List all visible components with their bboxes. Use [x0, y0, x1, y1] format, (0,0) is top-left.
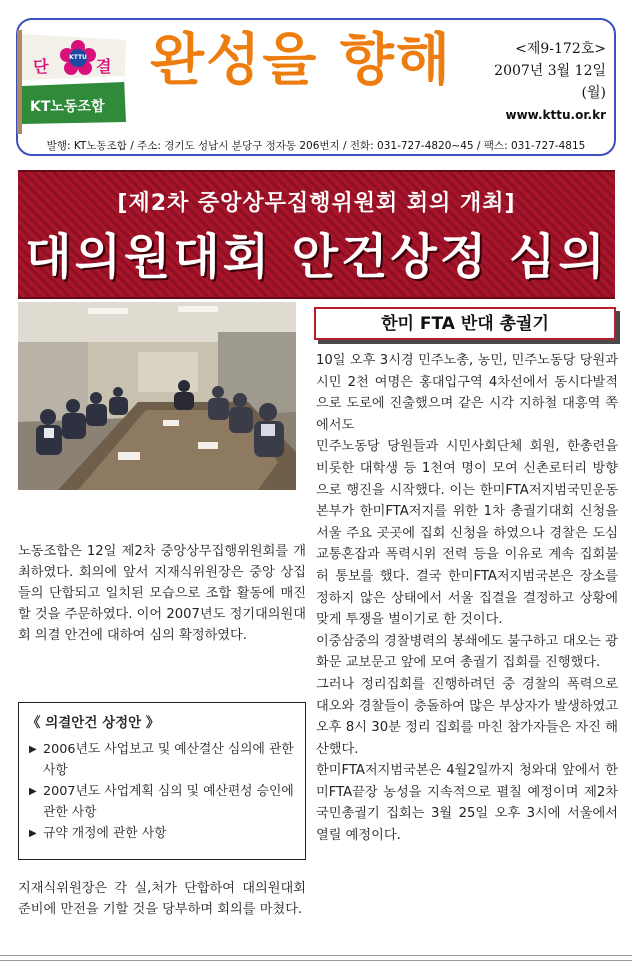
flag-text-left: 단 [33, 57, 49, 76]
issue-number: <제9-172호> [515, 41, 606, 57]
agenda-list [27, 739, 297, 844]
publisher-info: 발행: KT노동조합 / 주소: 경기도 성남시 분당구 정자동 206번지 / 전화: 031-727-4820~45 / 팩스: 031-727-4815 [46, 140, 586, 152]
article-paragraph: 한미FTA저지범국본은 4월2일까지 청와대 앞에서 한미FTA끝장 농성을 지속적으로 펼칠 예정이며 제2차 국민총궐기 집회는 3월 25일 오후 3시에 서울에서 열릴 예정이다. [316, 763, 618, 844]
website-link[interactable]: www.kttu.or.kr [505, 108, 606, 122]
triangle-bullet-icon: ▶ [29, 828, 37, 839]
banner-headline: 대의원대회 안건상정 심의 [25, 229, 608, 285]
issue-date: 2007년 3월 12일(월) [494, 63, 606, 101]
flag-logo-label: KTTU [69, 54, 87, 61]
triangle-bullet-icon: ▶ [29, 786, 37, 797]
meeting-photo [18, 302, 296, 490]
footer-rule [0, 955, 632, 961]
triangle-bullet-icon: ▶ [29, 744, 37, 755]
article-paragraph: 그러나 정리집회를 진행하려던 중 경찰의 폭력으로 대오와 경찰들이 충돌하여 많은 부상자가 발생하였고 오후 8시 30분 정리 집회를 마친 참가자들은 자진 해산했다. [316, 676, 618, 757]
agenda-title: 《 의결안건 상정안 》 [27, 715, 160, 731]
closing-paragraph: 지재식위원장은 각 실,처가 단합하여 대의원대회 준비에 만전을 기할 것을 당부하며 회의를 마쳤다. [18, 881, 306, 917]
flag-band-text: KT노동조합 [30, 99, 105, 115]
agenda-item: ▶ 2007년도 사업계획 심의 및 예산편성 승인에 관한 사항 [27, 781, 297, 823]
article-paragraph: 10일 오후 3시경 민주노총, 농민, 민주노동당 당원과 시민 2천 여명은 홍대입구역 4차선에서 동시다발적으로 도로에 진출했으며 같은 시각 지하철 대흥역 쪽에서도 [316, 353, 618, 433]
agenda-item: ▶ 규약 개정에 관한 사항 [27, 823, 297, 844]
agenda-box [18, 702, 306, 860]
article-paragraph: 민주노동당 당원들과 시민사회단체 회원, 한총련을 비롯한 대학생 등 1천여 명이 모여 신촌로터리 방향으로 행진을 시작했다. 이는 한미FTA저지범국민운동본부가 한미FTA저지를 위한 1차 총궐기대회 신청을 서울 주요 곳곳에 집회 신청을 하였으나 경찰은 도심교통혼잡과 폭력시위 전력 등을 이유로 계속 집회불허 통보를 했다. 결국 한미FTA저지범국본은 장소를 정하지 않은 상태에서 서울 집결을 결정하고 상황에 맞게 투쟁을 벌이기로 한 것이다. [316, 439, 618, 628]
fta-article [316, 350, 618, 847]
article-paragraph: 이중삼중의 경찰병력의 봉쇄에도 불구하고 대오는 광화문 교보문고 앞에 모여 총궐기 집회를 진행했다. [316, 633, 618, 671]
flag-text-right: 결 [96, 57, 112, 76]
banner-subtitle: [제2차 중앙상무집행위원회 회의 개최] [117, 191, 516, 216]
headline-banner [18, 170, 615, 299]
issue-info [484, 38, 606, 126]
fta-section-heading: 한미 FTA 반대 총궐기 [314, 307, 616, 340]
newsletter-title: 완성을 향해 [150, 28, 452, 93]
meeting-paragraph: 노동조합은 12일 제2차 중앙상무집행위원회를 개최하였다. 회의에 앞서 지재식위원장은 중앙 상집들의 단합되고 일치된 모습으로 조합 활동에 매진할 것을 주문하였다. 이어 2007년도 정기대의원대회 의결 안건에 대하여 심의 확정하였다. [18, 544, 307, 643]
agenda-item: ▶ 2006년도 사업보고 및 예산결산 심의에 관한 사항 [27, 739, 297, 781]
